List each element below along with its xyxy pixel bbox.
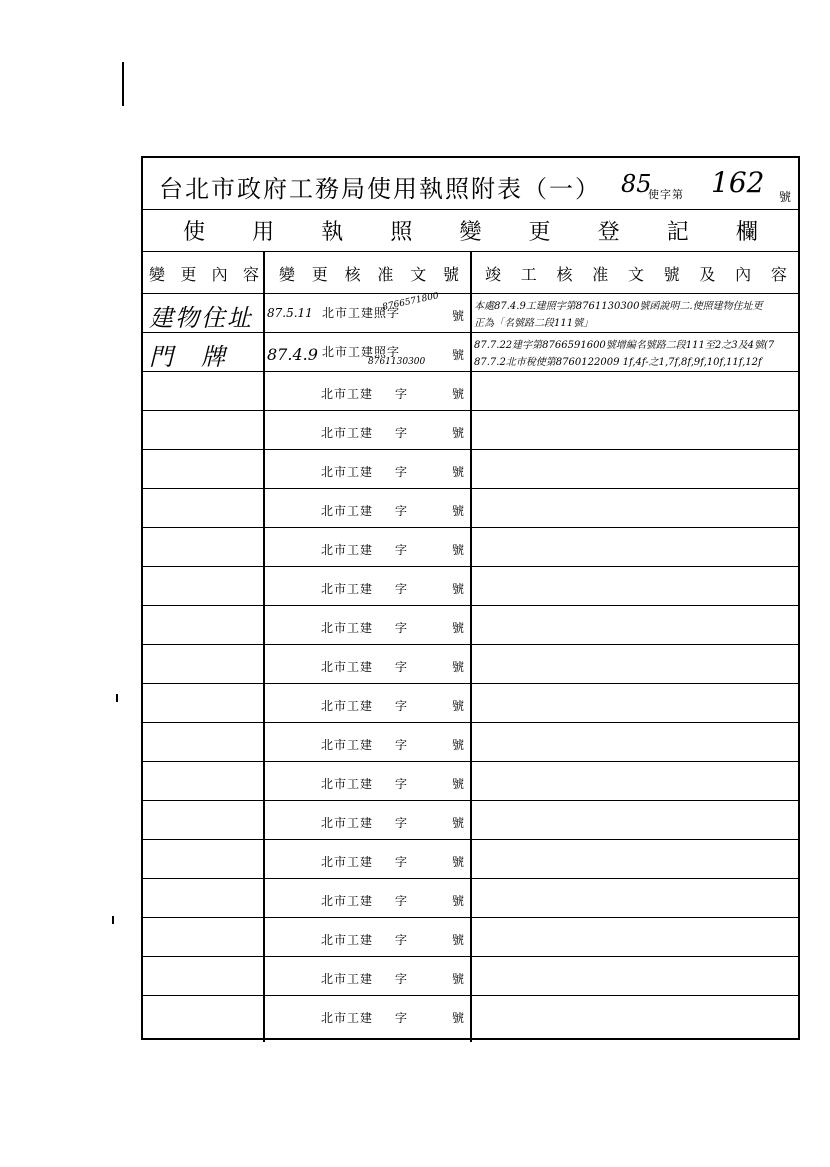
license-suffix: 號 (779, 190, 792, 204)
approval-date: 87.5.11 (267, 306, 313, 320)
change-content: 門 牌 (149, 343, 227, 371)
col-header-completion-doc: 竣 工 核 准 文 號 及 內 容 (485, 264, 787, 284)
table-row: 北市工建 字 號 (143, 567, 798, 606)
table-row: 北市工建 字 號 (143, 723, 798, 762)
change-rows (143, 291, 798, 1035)
scan-mark-low (112, 916, 114, 924)
approval-number: 8761130300 (368, 357, 426, 367)
section-title-char: 記 (666, 220, 689, 245)
completion-line-2: 正為「名號路二段111號」 (474, 318, 594, 329)
completion-line-2: 87.7.2北市稅使第8760122009 1f,4f-之1,7f,8f,9f,10f,11f,12f (474, 357, 762, 368)
table-row: 北市工建 字 號 (143, 801, 798, 840)
approval-date: 87.4.9 (267, 345, 318, 364)
approval-prefix: 北市工建照字 (322, 306, 401, 320)
section-title-char: 變 (459, 220, 482, 245)
section-title (143, 210, 798, 252)
table-row: 北市工建 字 號 (321, 1011, 465, 1025)
approval-number: 8766571800 (381, 291, 440, 313)
change-content: 建物住址 (149, 304, 253, 332)
table-row: 北市工建 字 號 (143, 606, 798, 645)
section-title-char: 使 (183, 220, 206, 245)
approval-prefix: 北市工建照字 (322, 345, 401, 359)
license-word: 使字第 (648, 188, 684, 201)
col-header-change-content: 變 更 內 容 (149, 264, 259, 284)
table-row: 北市工建 字 號 (143, 528, 798, 567)
completion-line-1: 87.7.22建字第8766591600號增編名號路二段111至2之3及4號(7 (474, 340, 775, 351)
approval-hao: 號 (452, 309, 465, 323)
section-title-char: 照 (390, 220, 413, 245)
approval-hao: 號 (452, 348, 465, 362)
table-row: 北市工建 字 號 (143, 879, 798, 918)
table-row: 北市工建 字 號 (143, 450, 798, 489)
section-title-char: 登 (597, 220, 620, 245)
completion-line-1: 本處87.4.9工建照字第8761130300號函說明二.使照建物住址更 (474, 301, 763, 312)
table-row: 北市工建 字 號 (143, 918, 798, 957)
table-row: 北市工建 字 號 (143, 372, 798, 411)
table-row: 北市工建 字 號 (143, 840, 798, 879)
form-title-row (143, 158, 798, 210)
license-year: 85 (621, 170, 652, 198)
license-change-form (141, 156, 800, 1040)
table-row: 北市工建 字 號 (143, 957, 798, 996)
table-row: 北市工建 字 號 (143, 684, 798, 723)
license-number: 162 (711, 166, 765, 199)
col-header-approval-doc: 變 更 核 准 文 號 (279, 264, 459, 284)
section-title-char: 欄 (735, 220, 758, 245)
table-row: 北市工建 字 號 (143, 645, 798, 684)
table-row (143, 291, 798, 333)
form-title: 台北市政府工務局使用執照附表（一） (159, 175, 601, 203)
section-title-char: 執 (321, 220, 344, 245)
section-title-char: 用 (252, 220, 275, 245)
table-row: 北市工建 字 號 (143, 762, 798, 801)
scan-mark-top (122, 62, 124, 106)
table-row (143, 333, 798, 372)
scan-mark-mid (116, 694, 118, 702)
table-row: 北市工建 字 號 (143, 411, 798, 450)
section-title-char: 更 (528, 220, 551, 245)
table-row: 北市工建 字 號 (143, 489, 798, 528)
